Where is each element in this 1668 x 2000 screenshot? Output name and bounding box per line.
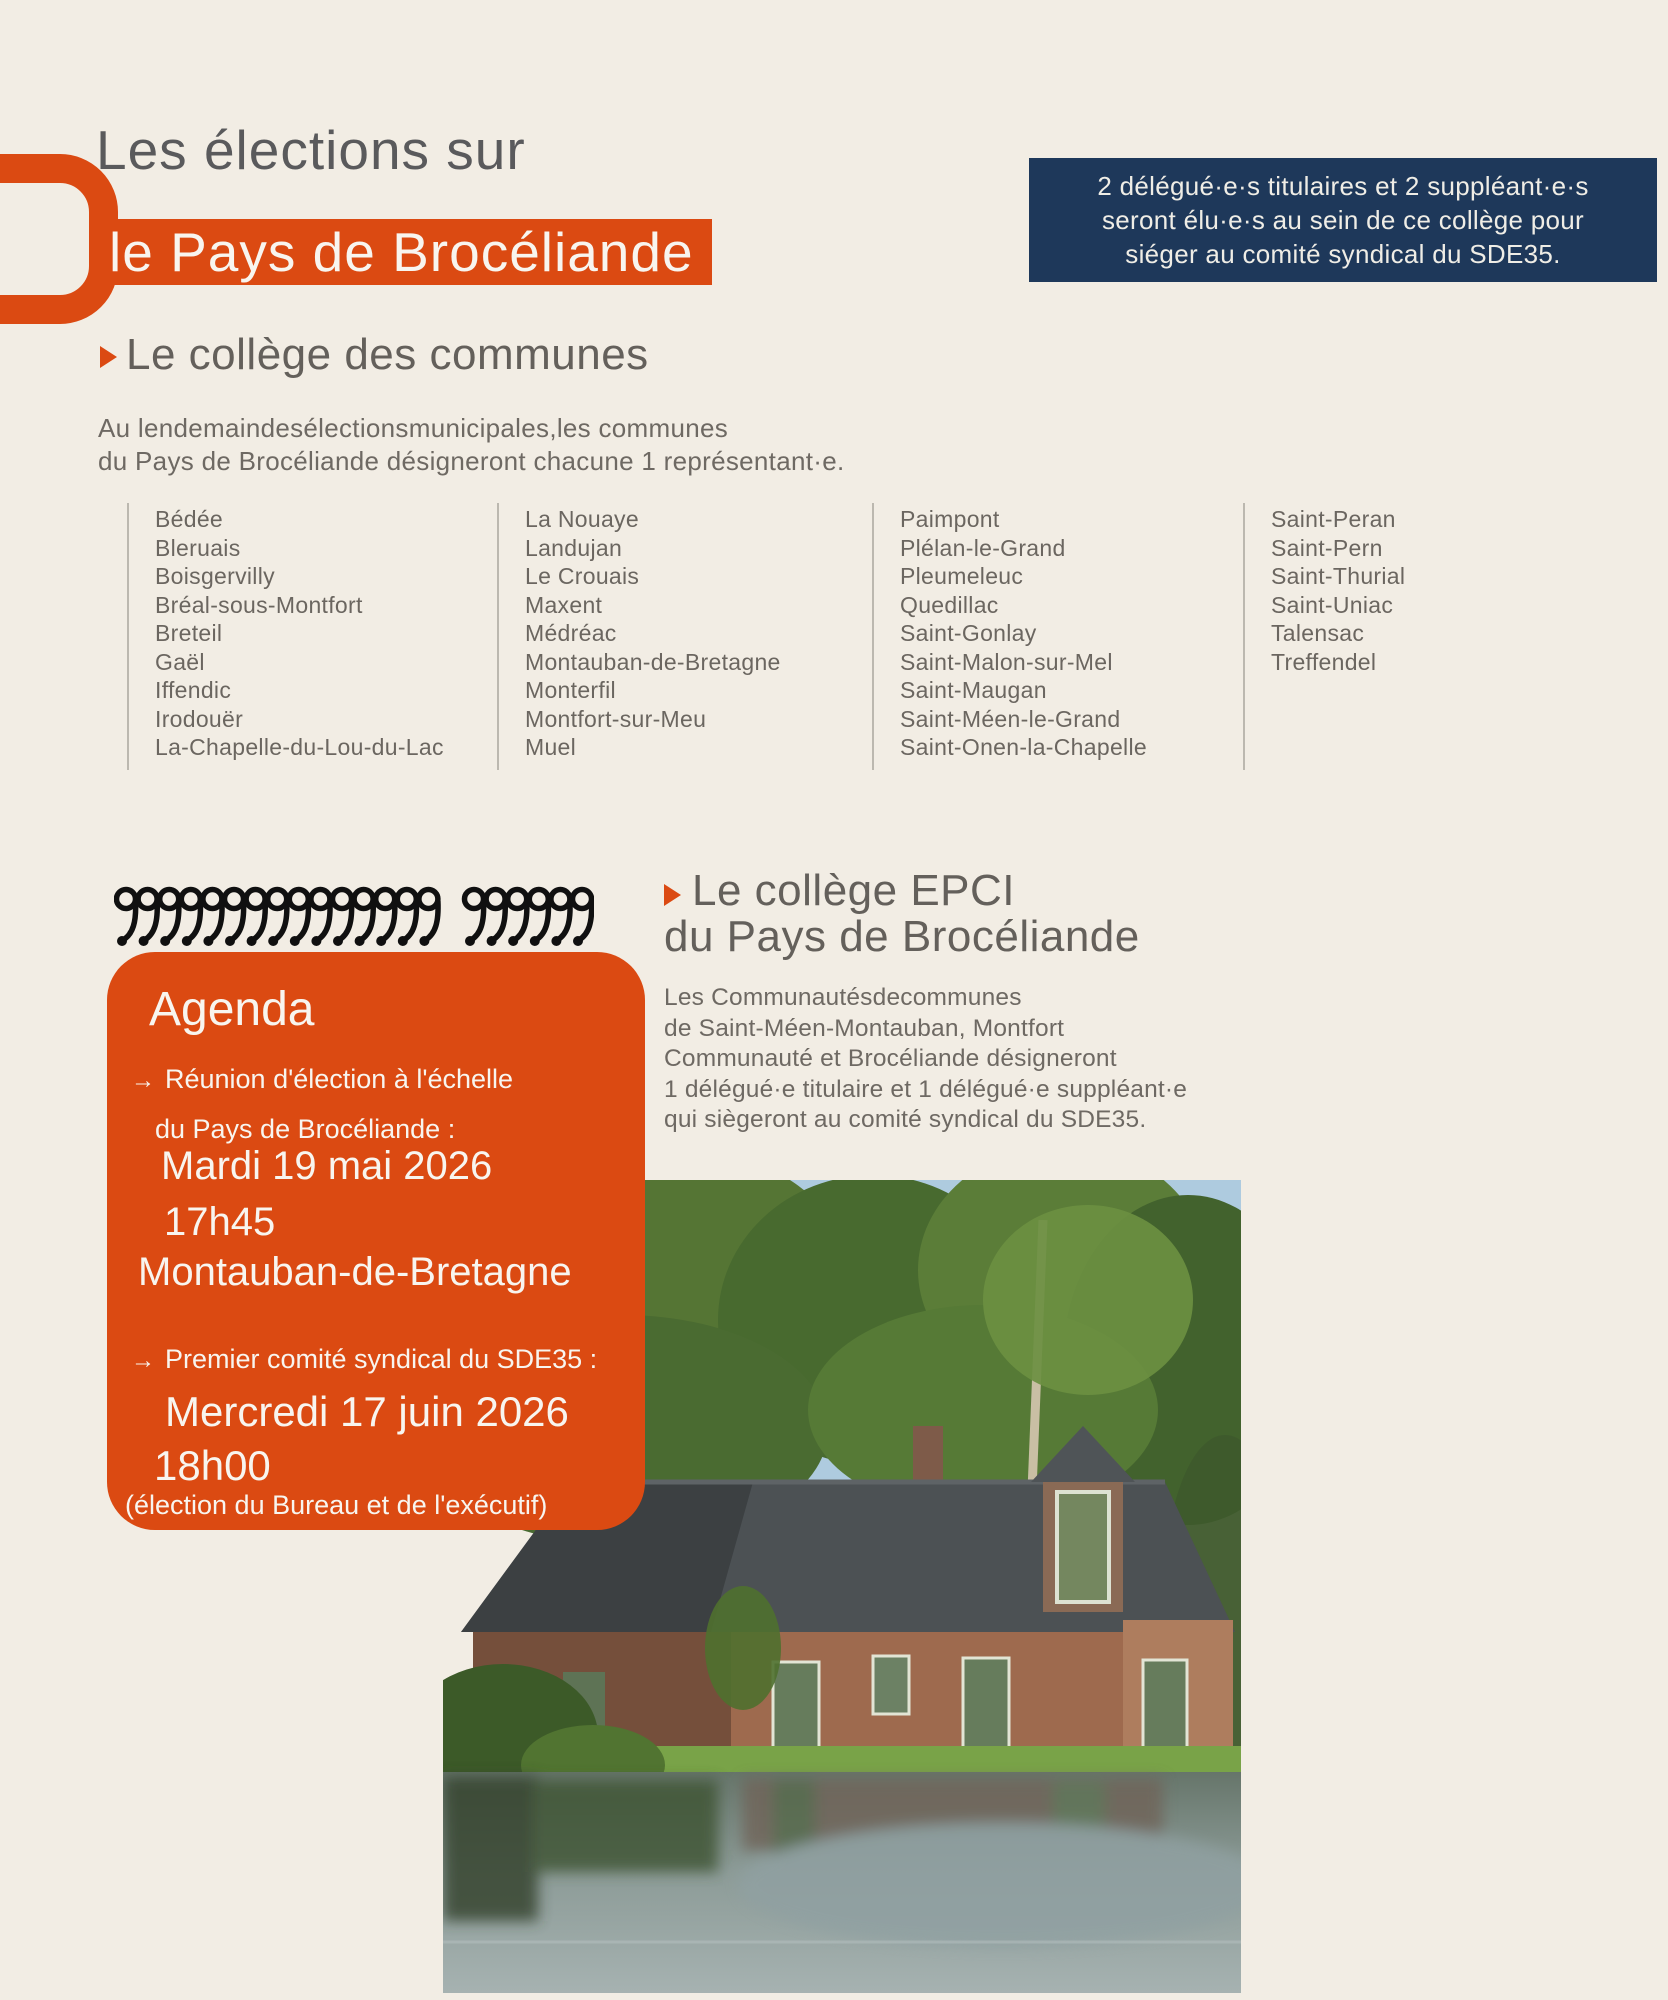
commune-item: Treffendel — [1271, 648, 1377, 675]
commune-column-3 — [872, 503, 1243, 770]
agenda-item-2-note: (élection du Bureau et de l'exécutif) — [125, 1490, 548, 1520]
epci-section-heading-line2: du Pays de Brocéliande — [664, 912, 1140, 961]
commune-item: Bleruais — [155, 534, 241, 561]
commune-item: Saint-Pern — [1271, 534, 1383, 561]
communes-section-heading: Le collège des communes — [126, 330, 649, 379]
commune-item: Le Crouais — [525, 563, 640, 589]
page-title-line1: Les élections sur — [96, 119, 526, 181]
arrow-icon: → — [131, 1067, 155, 1094]
commune-item: Paimpont — [900, 506, 1000, 532]
callout-line: 2 délégué·e·s titulaires et 2 suppléant·e·s — [1097, 171, 1589, 201]
communes-list — [127, 503, 1551, 770]
callout-box — [1029, 158, 1657, 282]
commune-item: Muel — [525, 734, 577, 760]
epci-paragraph — [664, 983, 1187, 1136]
commune-item: Landujan — [525, 534, 623, 561]
epci-line: qui siègeront au comité syndical du SDE35. — [664, 1106, 1147, 1133]
communes-intro-paragraph — [98, 412, 844, 478]
intro-line: du Pays de Brocéliande désigneront chacune 1 représentant·e. — [98, 446, 845, 476]
commune-item: Irodouër — [155, 705, 244, 732]
agenda-item-1-time: 17h45 — [164, 1200, 276, 1244]
agenda-item-2 — [131, 1344, 597, 1375]
callout-line: siéger au comité syndical du SDE35. — [1125, 239, 1561, 269]
epci-line: Les Communautésdecommunes — [664, 984, 1022, 1011]
commune-item: Médréac — [525, 620, 617, 646]
spiral-binding-icon — [114, 886, 594, 956]
commune-column-1 — [127, 503, 497, 770]
page-title-line2-highlight: le Pays de Brocéliande — [95, 219, 712, 285]
epci-line: de Saint-Méen-Montauban, Montfort — [664, 1014, 1065, 1042]
agenda-item-2-label: Premier comité syndical du SDE35 : — [165, 1344, 598, 1374]
commune-item: Saint-Onen-la-Chapelle — [900, 734, 1147, 760]
agenda-title: Agenda — [149, 983, 315, 1036]
commune-item: Boisgervilly — [155, 563, 275, 589]
commune-item: Quedillac — [900, 591, 999, 618]
commune-item: Monterfil — [525, 677, 616, 703]
agenda-item-1 — [131, 1064, 513, 1095]
commune-item: Saint-Thurial — [1271, 563, 1406, 589]
triangle-bullet-icon — [664, 884, 681, 906]
arrow-icon: → — [131, 1347, 155, 1374]
commune-item: Talensac — [1271, 620, 1365, 646]
agenda-item-1-sub: du Pays de Brocéliande : — [155, 1114, 456, 1144]
callout-line: seront élu·e·s au sein de ce collège pour — [1101, 205, 1585, 235]
agenda-item-1-label: Réunion d'élection à l'échelle — [165, 1064, 514, 1094]
commune-item: Maxent — [525, 591, 603, 618]
epci-section-heading-line1: Le collège EPCI — [692, 866, 1016, 915]
commune-item: La-Chapelle-du-Lou-du-Lac — [155, 734, 444, 760]
commune-column-2 — [497, 503, 872, 770]
commune-item: Saint-Méen-le-Grand — [900, 705, 1121, 732]
commune-item: Saint-Maugan — [900, 677, 1047, 703]
commune-item: Pleumeleuc — [900, 563, 1024, 589]
commune-item: La Nouaye — [525, 506, 639, 532]
commune-column-4 — [1243, 503, 1551, 770]
agenda-item-1-date: Mardi 19 mai 2026 — [161, 1144, 493, 1188]
triangle-bullet-icon — [100, 346, 117, 368]
agenda-card — [107, 952, 645, 1530]
agenda-item-1-place: Montauban-de-Bretagne — [138, 1250, 572, 1294]
commune-item: Gaël — [155, 648, 205, 675]
epci-line: 1 délégué·e titulaire et 1 délégué·e suppléant·e — [664, 1075, 1188, 1103]
commune-item: Montfort-sur-Meu — [525, 705, 707, 732]
commune-item: Iffendic — [155, 677, 232, 703]
commune-item: Plélan-le-Grand — [900, 534, 1066, 561]
commune-item: Bréal-sous-Montfort — [155, 591, 363, 618]
commune-item: Saint-Gonlay — [900, 620, 1037, 646]
intro-line: Au lendemaindesélectionsmunicipales,les communes — [98, 413, 729, 443]
commune-item: Bédée — [155, 506, 224, 532]
commune-item: Montauban-de-Bretagne — [525, 648, 781, 675]
commune-item: Breteil — [155, 620, 223, 646]
commune-item: Saint-Uniac — [1271, 591, 1394, 618]
commune-item: Saint-Peran — [1271, 506, 1396, 532]
agenda-item-2-date: Mercredi 17 juin 2026 — [165, 1388, 569, 1435]
epci-line: Communauté et Brocéliande désigneront — [664, 1045, 1117, 1072]
commune-item: Saint-Malon-sur-Mel — [900, 648, 1113, 675]
agenda-item-2-time: 18h00 — [154, 1442, 271, 1489]
